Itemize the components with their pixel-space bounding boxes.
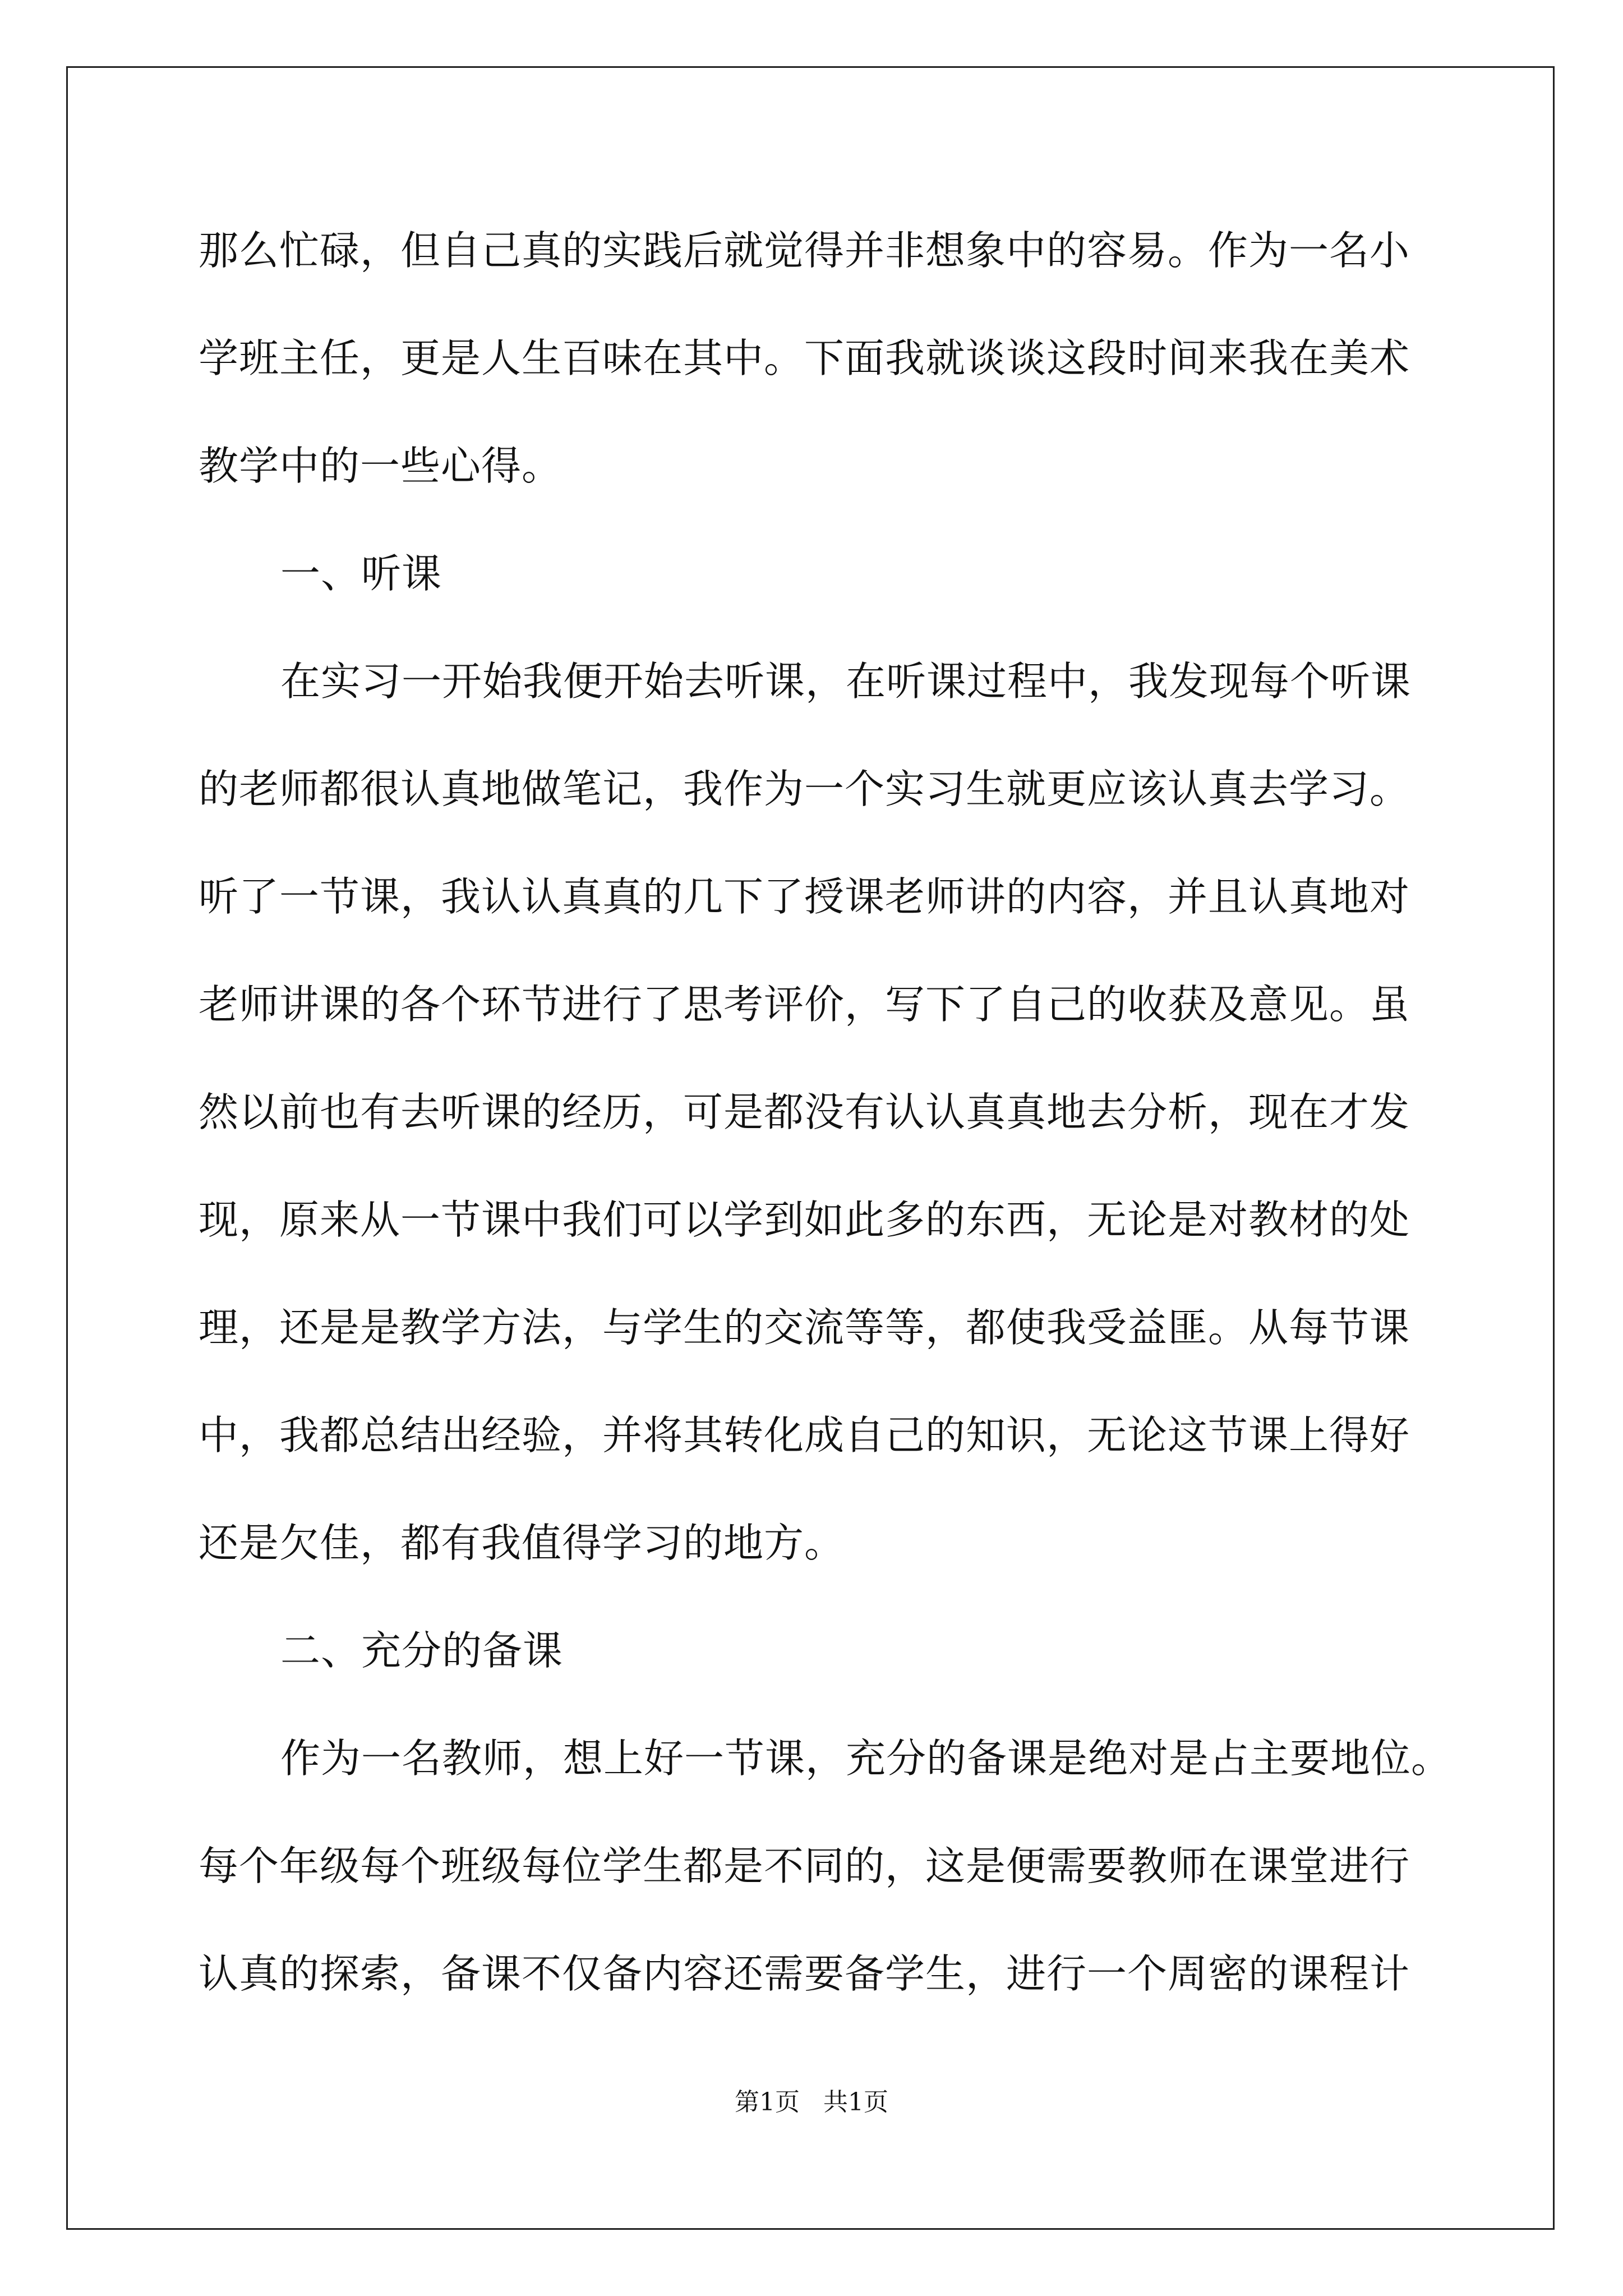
text-line: 认真的探索，备课不仅备内容还需要备学生，进行一个周密的课程计 <box>199 1950 1410 1997</box>
text-line: 在实习一开始我便开始去听课，在听课过程中，我发现每个听课 <box>280 658 1412 705</box>
text-line: 理，还是是教学方法，与学生的交流等等，都使我受益匪。从每节课 <box>199 1304 1410 1351</box>
text-line: 每个年级每个班级每位学生都是不同的，这是便需要教师在课堂进行 <box>199 1843 1410 1889</box>
section-heading: 一、听课 <box>280 550 442 597</box>
text-line: 还是欠佳，都有我值得学习的地方。 <box>199 1520 845 1566</box>
text-line: 作为一名教师，想上好一节课，充分的备课是绝对是占主要地位。 <box>280 1735 1452 1782</box>
text-line: 那么忙碌，但自己真的实践后就觉得并非想象中的容易。作为一名小 <box>199 227 1410 274</box>
text-line: 听了一节课，我认认真真的几下了授课老师讲的内容，并且认真地对 <box>199 873 1410 920</box>
text-line: 老师讲课的各个环节进行了思考评价，写下了自己的收获及意见。虽 <box>199 981 1410 1028</box>
text-line: 中，我都总结出经验，并将其转化成自己的知识，无论这节课上得好 <box>199 1412 1410 1458</box>
section-heading: 二、充分的备课 <box>280 1627 564 1674</box>
text-line: 的老师都很认真地做笔记，我作为一个实习生就更应该认真去学习。 <box>199 766 1410 812</box>
text-line: 学班主任，更是人生百味在其中。下面我就谈谈这段时间来我在美术 <box>199 335 1410 381</box>
text-line: 教学中的一些心得。 <box>199 443 562 489</box>
text-line: 然以前也有去听课的经历，可是都没有认认真真地去分析，现在才发 <box>199 1089 1410 1135</box>
text-line: 现，原来从一节课中我们可以学到如此多的东西，无论是对教材的处 <box>199 1197 1410 1243</box>
page-number-footer: 第1页 共1页 <box>735 2088 888 2116</box>
page-border <box>66 66 1555 2230</box>
